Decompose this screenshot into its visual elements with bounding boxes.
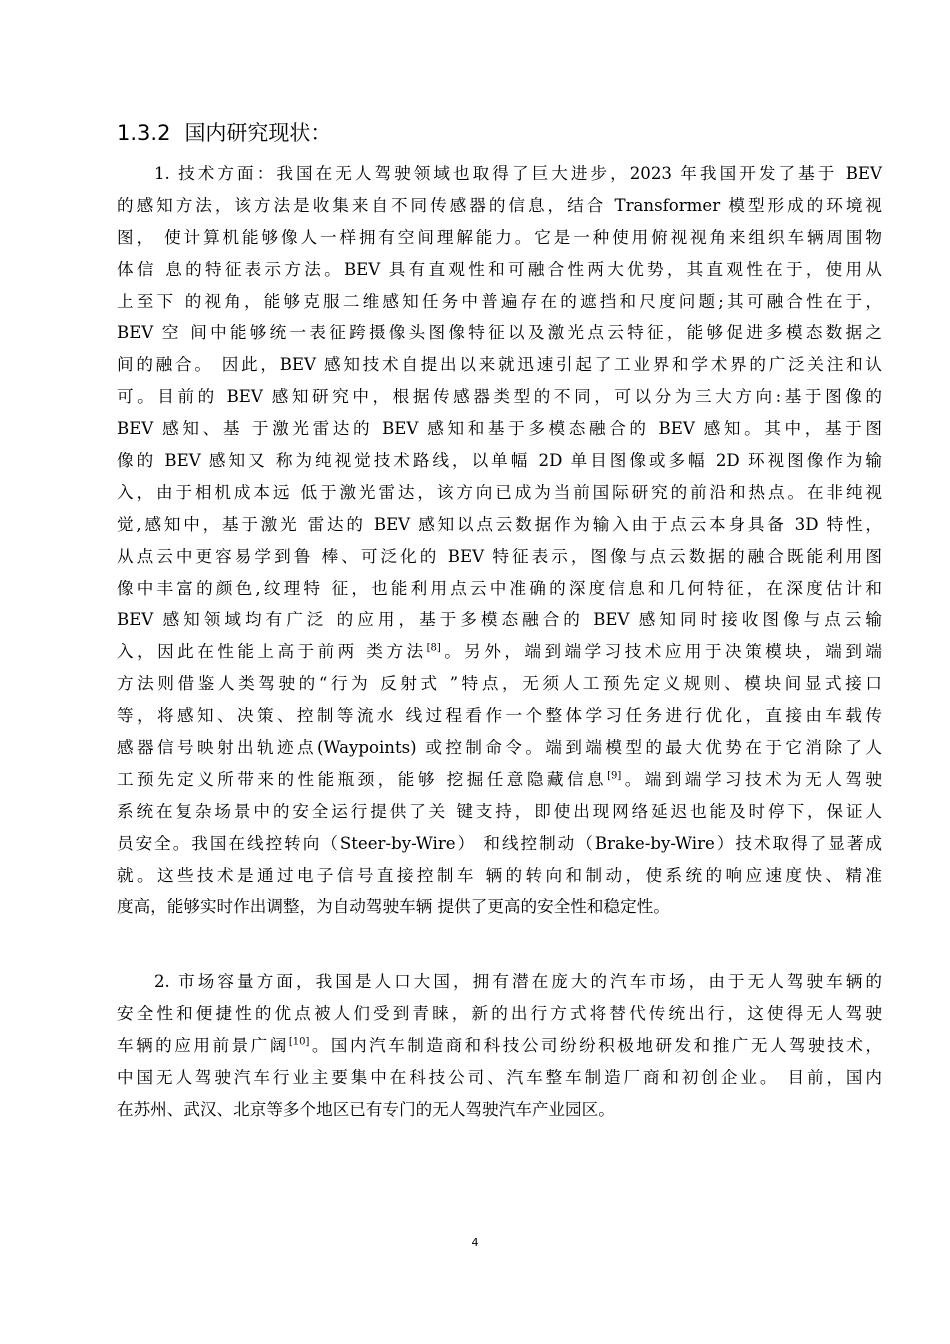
citation-ref-9: [9] [607, 770, 622, 782]
text-line: 的感知方法，该方法是收集来自不同传感器的信息，结合 Transformer 模型形成的环境视 [117, 195, 882, 215]
text-line: BEV 空 间中能够统一表征跨摄像头图像特征以及激光点云特征，能够促进多模态数据之 [117, 323, 882, 343]
text-line: 感器信号映射出轨迹点(Waypoints) 或控制命令。端到端模型的最大优势在于它消除了人 [117, 738, 882, 758]
text-line: 1. 技术方面：我国在无人驾驶领域也取得了巨大进步，2023 年我国开发了基于 BEV [154, 164, 882, 183]
text-line: BEV 感知、基 于激光雷达的 BEV 感知和基于多模态融合的 BEV 感知。其中，基于图 [117, 419, 882, 439]
text-line: 上至下 的视角，能够克服二维感知任务中普遍存在的遮挡和尺度问题;其可融合性在于， [117, 291, 882, 311]
text-line: 就。这些技术是通过电子信号直接控制车 辆的转向和制动，使系统的响应速度快、精准 [117, 865, 882, 885]
text-line: 系统在复杂场景中的安全运行提供了关 键支持，即使出现网络延迟也能及时停下，保证人 [117, 801, 882, 821]
text-line: 像的 BEV 感知又 称为纯视觉技术路线，以单幅 2D 单目图像或多幅 2D 环视图像作为输 [117, 451, 882, 471]
text-segment: 。端到端学习技术为无人驾驶 [621, 769, 882, 789]
text-line: 度高，能够实时作出调整，为自动驾驶车辆 提供了更高的安全性和稳定性。 [117, 897, 670, 917]
paragraph-technology [117, 158, 882, 923]
text-line [117, 636, 882, 668]
text-line: 2. 市场容量方面，我国是人口大国，拥有潜在庞大的汽车市场，由于无人驾驶车辆的 [154, 972, 882, 991]
text-line: 等，将感知、决策、控制等流水 线过程看作一个整体学习任务进行优化，直接由车载传 [117, 706, 882, 726]
text-segment: 。国内汽车制造商和科技公司纷纷积极地研发和推广无人驾驶技术， [309, 1035, 883, 1055]
text-line: 图， 使计算机能够像人一样拥有空间理解能力。它是一种使用俯视视角来组织车辆周围物 [117, 227, 882, 247]
text-segment: 。另外，端到端学习技术应用于决策模块，端到端 [440, 642, 883, 662]
citation-ref-10: [10] [288, 1036, 310, 1048]
text-line: 体信 息的特征表示方法。BEV 具有直观性和可融合性两大优势，其直观性在于，使用从 [117, 259, 882, 279]
citation-ref-8: [8] [426, 642, 441, 654]
section-heading [117, 117, 331, 147]
text-line: 安全性和便捷性的优点被人们受到青睐，新的出行方式将替代传统出行，这使得无人驾驶 [117, 1003, 882, 1023]
text-line: 觉,感知中，基于激光 雷达的 BEV 感知以点云数据作为输入由于点云本身具备 3D 特性， [117, 514, 882, 534]
paragraph-market [117, 966, 882, 1125]
section-number: 1.3.2 [117, 121, 171, 145]
text-line: 入，由于相机成本远 低于激光雷达，该方向已成为当前国际研究的前沿和热点。在非纯视 [117, 482, 882, 502]
text-line: 在苏州、武汉、北京等多个地区已有专门的无人驾驶汽车产业园区。 [117, 1099, 615, 1119]
text-line: 可。目前的 BEV 感知研究中，根据传感器类型的不同，可以分为三大方向:基于图像的 [117, 387, 882, 407]
section-title: 国内研究现状： [184, 121, 332, 145]
text-segment: 入，因此在性能上高于前两 类方法 [117, 642, 427, 662]
text-line: 间的融合。 因此，BEV 感知技术自提出以来就迅速引起了工业界和学术界的广泛关注和认 [117, 355, 882, 375]
text-line: 员安全。我国在线控转向（Steer-by-Wire） 和线控制动（Brake-by-Wire）技术取得了显著成 [117, 833, 882, 853]
text-line: 中国无人驾驶汽车行业主要集中在科技公司、汽车整车制造厂商和初创企业。 目前，国内 [117, 1067, 882, 1087]
text-line: BEV 感知领域均有广泛 的应用，基于多模态融合的 BEV 感知同时接收图像与点云输 [117, 610, 882, 630]
text-line [117, 764, 882, 796]
text-line: 像中丰富的颜色,纹理特 征，也能利用点云中准确的深度信息和几何特征，在深度估计和 [117, 578, 882, 598]
text-segment: 车辆的应用前景广阔 [117, 1035, 289, 1055]
text-line: 方法则借鉴人类驾驶的“行为 反射式 ”特点，无须人工预先定义规则、模块间显式接口 [117, 674, 882, 694]
text-line: 从点云中更容易学到鲁 棒、可泛化的 BEV 特征表示，图像与点云数据的融合既能利用图 [117, 546, 882, 566]
page-number: 4 [471, 1236, 479, 1249]
text-segment: 工预先定义所带来的性能瓶颈，能够 挖掘任意隐藏信息 [117, 769, 608, 789]
text-line [117, 1030, 882, 1062]
